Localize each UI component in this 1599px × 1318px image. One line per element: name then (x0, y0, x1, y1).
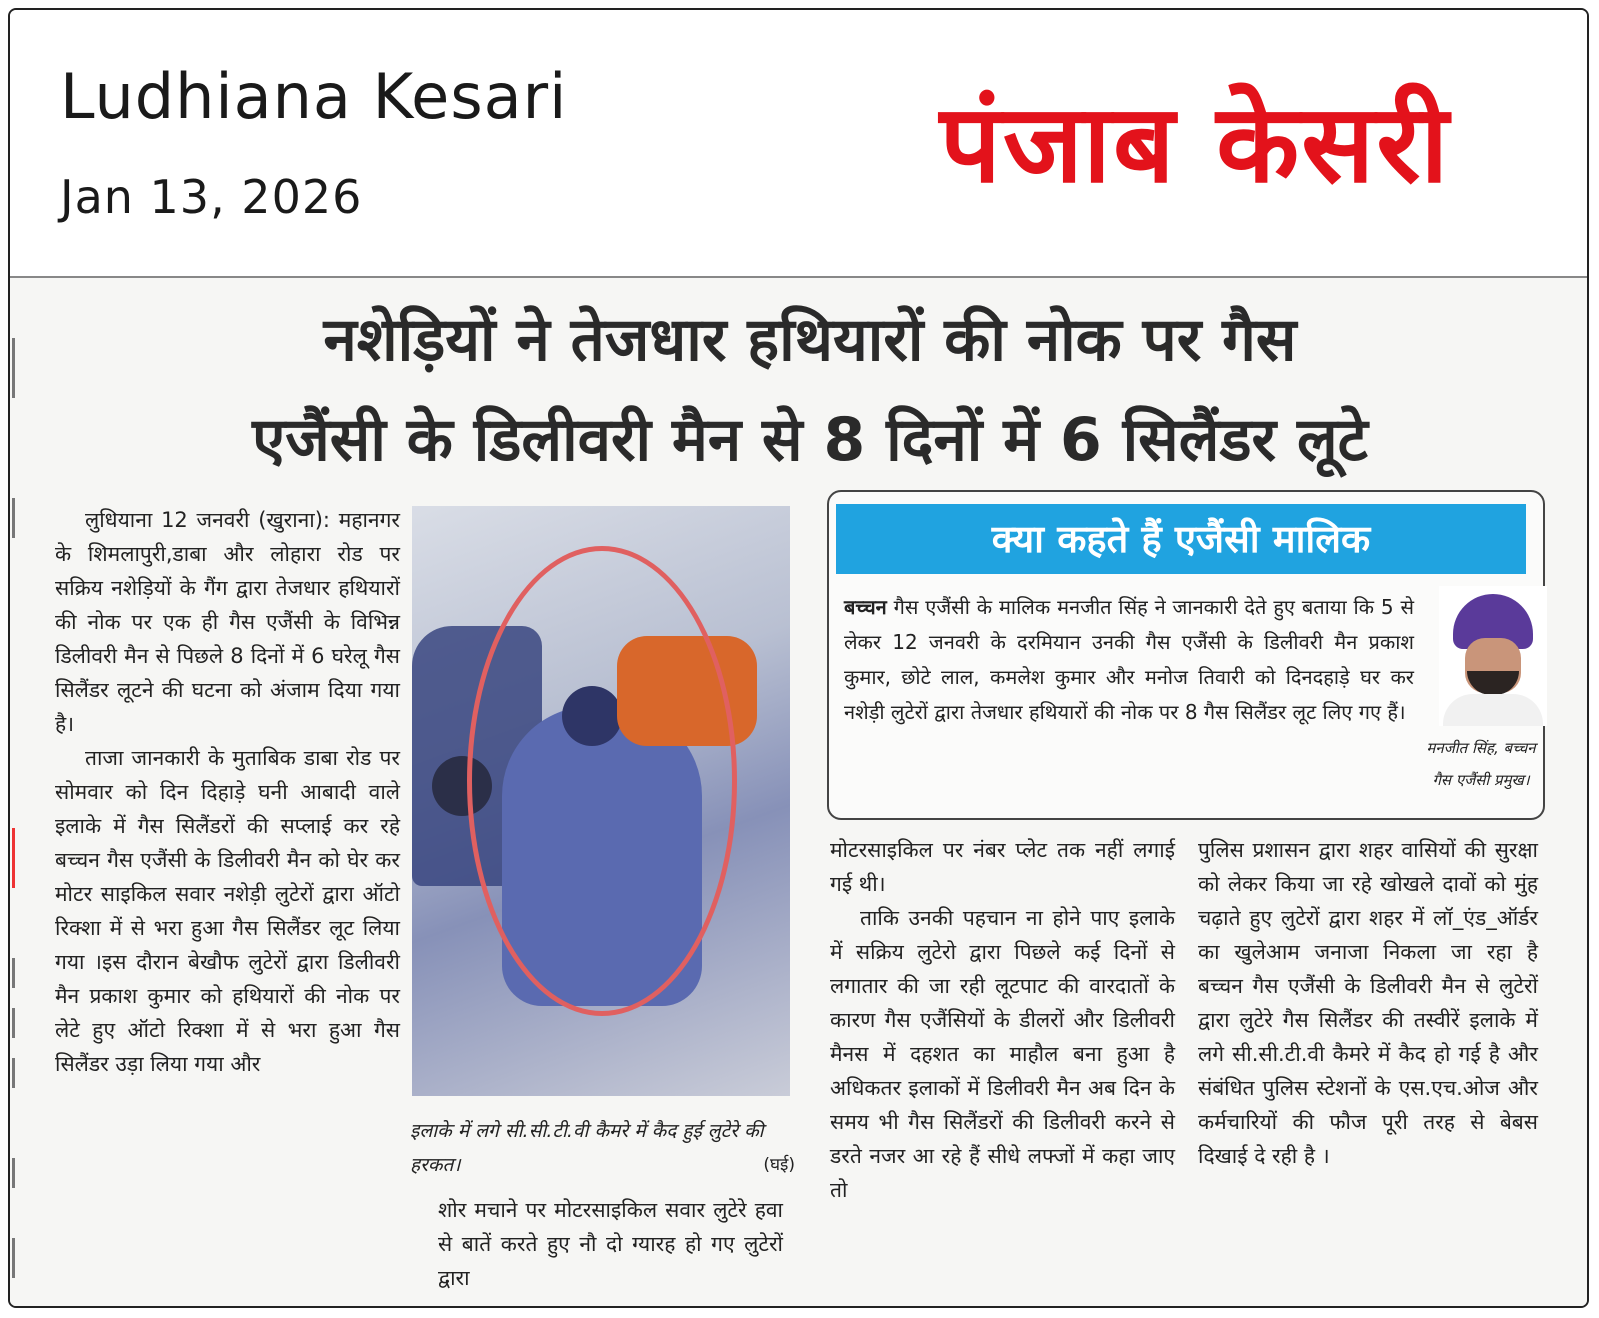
sidebar-text (844, 590, 1414, 730)
publication-date: Jan 13, 2026 (60, 170, 363, 224)
headline-line-2: एजैंसी के डिलीवरी मैन से 8 दिनों में 6 सिलैंडर लूटे (252, 405, 1368, 475)
clipping-edge-marks (10, 318, 24, 1308)
sidebar-body: गैस एजैंसी के मालिक मनजीत सिंह ने जानकारी देते हुए बताया कि 5 से लेकर 12 जनवरी के दरमियान उनकी गैस एजैंसी के डिलीवरी मैन प्रकाश कुमार, छोटे लाल, कमलेश कुमार और मनोज तिवारी को दिनदहाड़े घर कर नशेड़ी लुटेरों द्वारा तेजधार हथियारों की नोक पर 8 गैस सिलैंडर लूट लिए गए हैं। (844, 595, 1415, 724)
sidebar-box (827, 490, 1545, 820)
headline-line-1: नशेड़ियों ने तेजधार हथियारों की नोक पर गैस (323, 305, 1297, 375)
photo-credit: (घई) (763, 1155, 795, 1175)
edition-name: Ludhiana Kesari (60, 60, 568, 133)
article-column-2 (438, 1193, 783, 1295)
article-column-3 (830, 833, 1175, 1207)
sidebar-lead: बच्चन (844, 595, 887, 619)
highlight-circle (467, 546, 737, 1016)
sidebar-title: क्या कहते हैं एजैंसी मालिक (836, 504, 1526, 574)
photo-caption (410, 1114, 795, 1182)
cctv-photo (412, 506, 790, 1096)
shirt-shape (1443, 694, 1543, 726)
newspaper-logo: पंजाब केसरी (939, 82, 1451, 207)
paragraph: पुलिस प्रशासन द्वारा शहर वासियों की सुरक्षा को लेकर किया जा रहे खोखले दावों को मुंह चढ़ाते हुए लुटेरों द्वारा शहर में लॉ_एंड_ऑर्डर का खुलेआम जनाजा निकला जा रहा है बच्चन गैस एजैंसी के डिलीवरी मैन से लुटेरों द्वारा लुटेरे गैस सिलैंडर की तस्वीरें इलाके में लगे सी.सी.टी.वी कैमरे में कैद हो गई है और संबंधित पुलिस स्टेशनों के एस.एच.ओज और कर्मचारियों की फौज पूरी तरह से बेबस दिखाई दे रही है । (1198, 838, 1538, 1168)
article-column-1 (55, 503, 400, 1081)
paragraph: मोटरसाइकिल पर नंबर प्लेट तक नहीं लगाई गई थी। (830, 838, 1175, 896)
paragraph: शोर मचाने पर मोटरसाइकिल सवार लुटेरे हवा से बातें करते हुए नौ दो ग्यारह हो गए लुटेरों द्वारा (438, 1198, 783, 1290)
news-clipping (10, 278, 1587, 1308)
masthead (10, 10, 1587, 275)
paragraph: ताकि उनकी पहचान ना होने पाए इलाके में सक्रिय लुटेरो द्वारा पिछले कई दिनों से लगातार की जा रही लूटपाट की वारदातों के कारण गैस एजैंसियों के डीलरों और डिलीवरी मैनस में दहशत का माहौल बना हुआ है अधिकतर इलाकों में डिलीवरी मैन अब दिन के समय भी गैस सिलैंडरों की डिलीवरी करने से डरते नजर आ रहे हैं सीधे लफ्जों में कहा जाए तो (830, 906, 1175, 1202)
article-column-4 (1198, 833, 1538, 1173)
beard-shape (1467, 671, 1519, 695)
paragraph: ताजा जानकारी के मुताबिक डाबा रोड पर सोमवार को दिन दिहाड़े घनी आबादी वाले इलाके में गैस सिलैंडरों की सप्लाई कर रहे बच्चन गैस एजैंसी के डिलीवरी मैन को घेर कर मोटर साइकिल सवार नशेड़ी लुटेरों द्वारा ऑटो रिक्शा में से भरा हुआ गैस सिलैंडर लूट लिया गया ।इस दौरान बेखौफ लुटेरों द्वारा डिलीवरी मैन प्रकाश कुमार को हथियारों की नोक पर लेटे हुए ऑटो रिक्शा में से भरा हुआ गैस सिलैंडर उड़ा लिया गया और (55, 746, 400, 1076)
paragraph: लुधियाना 12 जनवरी (खुराना): महानगर के शिमलापुरी,डाबा और लोहारा रोड पर सक्रिय नशेड़ियों के गैंग द्वारा तेजधार हथियारों की नोक पर एक ही गैस एजैंसी के विभिन्न डिलीवरी मैन से पिछले 8 दिनों में 6 घरेलू गैस सिलैंडर लूटने की घटना को अंजाम दिया गया है। (55, 508, 400, 736)
portrait-caption: मनजीत सिंह, बच्चन गैस एजैंसी प्रमुख। (1426, 739, 1536, 789)
page-frame (8, 8, 1589, 1308)
caption-text: इलाके में लगे सी.सी.टी.वी कैमरे में कैद हुई लुटेरे की हरकत। (410, 1120, 764, 1176)
owner-portrait (1439, 586, 1547, 726)
